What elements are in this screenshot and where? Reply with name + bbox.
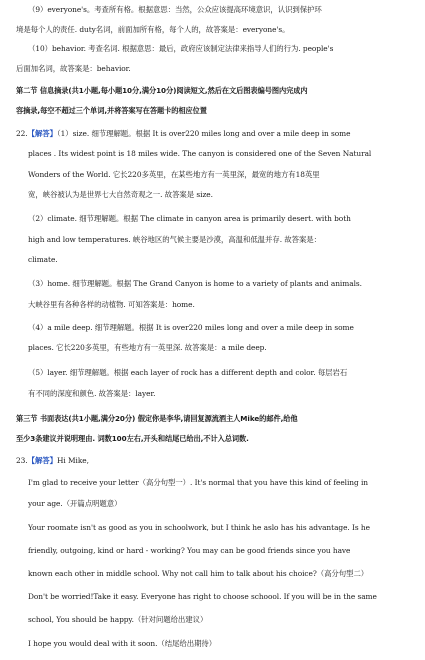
answer-tag: 【解答】	[27, 129, 57, 138]
text-line: 后面加名词，故答案是：behavior.	[16, 64, 131, 73]
text-line: （3）home. 细节理解题。根据 The Grand Canyon is home to a variety of plants and animals.	[28, 279, 362, 288]
answer-line: 23.【解答】Hi Mike,	[16, 456, 89, 465]
text-line: Your roomate isn't as good as you in schoolwork, but I think he aslo has his advantage. Is he	[28, 523, 370, 532]
text-line: Wonders of the World. 它长220多英里，在某些地方有一英里深，最宽的地方有18英里	[28, 170, 320, 179]
text-line: 宽，峡谷被认为是世界七大自然奇观之一. 故答案是 size.	[28, 190, 213, 199]
text-line: （2）climate. 细节理解题。根据 The climate in canyon area is primarily desert. with both	[28, 214, 351, 223]
text-line: 境是每个人的责任. duty名词，前面加所有格，每个人的，故答案是：everyone's。	[16, 25, 290, 34]
text-line: high and low temperatures. 峡谷地区的气候主要是沙漠，高温和低温并存. 故答案是：	[28, 235, 321, 244]
text-line: places. 它长220多英里，有些地方有一英里深. 故答案是：a mile deep.	[28, 343, 267, 352]
text-line: climate.	[28, 255, 58, 264]
text-line: your age.（开篇点明题意）	[28, 499, 122, 508]
text-line: I'm glad to receive your letter（高分句型一）. It's normal that you have this kind of feeling in	[28, 478, 368, 487]
text-line: Don't be worried!Take it easy. Everyone has right to choose schoool. If you will be in the same	[28, 592, 377, 601]
text-line: known each other in middle school. Why not call him to talk about his choice?（高分句型二）	[28, 569, 369, 578]
text-line: 大峡谷里有各种各样的动植物. 可知答案是：home.	[28, 300, 195, 309]
section-heading: 至少3条建议并说明理由. 词数100左右,开头和结尾已给出,不计入总词数.	[16, 434, 249, 443]
section-heading: 容摘录,每空不超过三个单词,并将答案写在答题卡的相应位置	[16, 106, 207, 115]
text-line: places . Its widest point is 18 miles wide. The canyon is considered one of the Seven Natural	[28, 149, 372, 158]
text-line: （10）behavior. 考查名词. 根据意思：最后，政府应该制定法律来指导人们的行为. people's	[28, 44, 334, 53]
text-line: 有不同的深度和颜色. 故答案是：layer.	[28, 389, 156, 398]
text-line: （5）layer. 细节理解题。根据 each layer of rock has a different depth and color. 每层岩石	[28, 368, 348, 377]
text-line: friendly, outgoing, kind or hard - working? You may can be good friends since you have	[28, 546, 351, 555]
section-heading: 第三节 书面表达(共1小题,满分20分) 假定你是李华,请回复源流酒主人Mike的邮件,给他	[16, 414, 298, 423]
answer-line: 22.【解答】（1）size. 细节理解题。根据 It is over220 miles long and over a mile deep in some	[16, 129, 351, 138]
answer-tag: 【解答】	[27, 456, 57, 465]
text-line: I hope you would deal with it soon.（结尾给出期待）	[28, 639, 217, 648]
text-line: school, You should be happy.（针对问题给出建议）	[28, 615, 208, 624]
section-heading: 第二节 信息摘录(共1小题,每小题10分,满分10分)阅读短文,然后在文后图表编号图内完成内	[16, 86, 308, 95]
text-line: （9）everyone's。考查所有格。根据意思：当然，公众应该提高环境意识，认识到保护环	[28, 5, 322, 14]
text-line: （4）a mile deep. 细节理解题。根据 It is over220 miles long and over a mile deep in some	[28, 323, 354, 332]
